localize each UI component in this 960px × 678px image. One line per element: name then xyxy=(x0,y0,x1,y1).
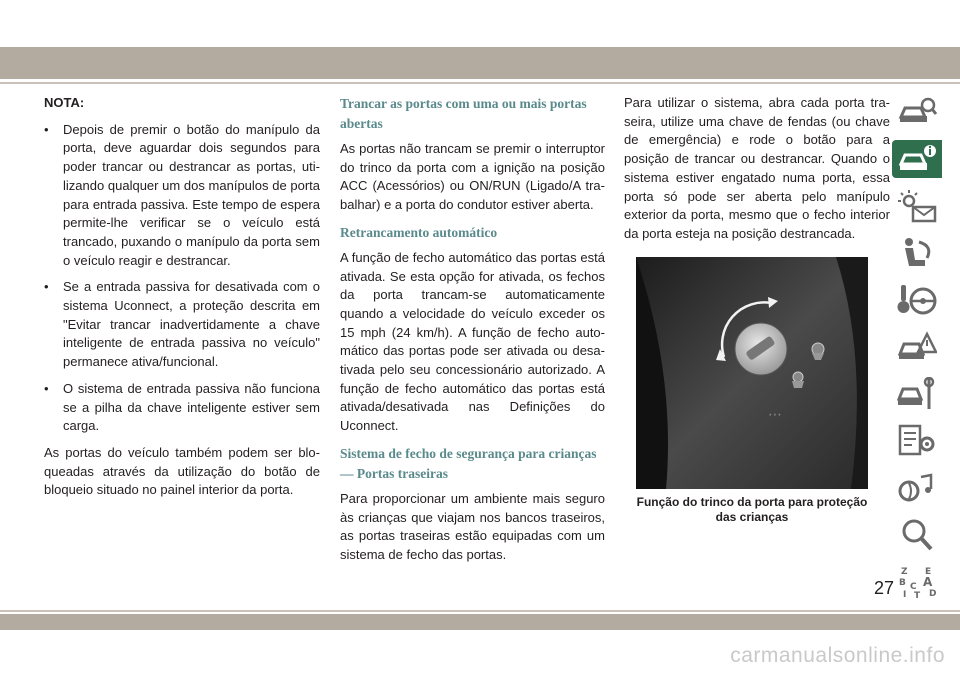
warning-light-envelope-icon xyxy=(897,189,937,223)
tab-starting-operating[interactable] xyxy=(892,281,942,319)
note-label: NOTA: xyxy=(44,95,85,110)
multimedia-icon xyxy=(897,471,937,505)
index-letter: D xyxy=(929,589,937,599)
car-wrench-icon xyxy=(897,377,937,411)
index-letter: I xyxy=(903,590,907,599)
tab-index[interactable] xyxy=(892,563,942,601)
tab-servicing-maintenance[interactable] xyxy=(892,375,942,413)
tab-customer-assistance[interactable] xyxy=(892,516,942,554)
svg-text:⋯: ⋯ xyxy=(768,406,782,423)
tab-instrument-panel[interactable] xyxy=(892,187,942,225)
chapter-sidebar xyxy=(892,93,942,610)
bullet-text: Se a entrada passiva for desativada com o sistema Uconnect, a proteção descrita em "Evitar trancar inadvertidamente a chave inteligente de entrada passiva no veículo" permanece ativa/funcional. xyxy=(63,279,320,370)
tab-safety[interactable] xyxy=(892,234,942,272)
tab-technical-specifications[interactable] xyxy=(892,422,942,460)
steering-wheel-key-icon xyxy=(897,283,937,317)
index-letter: B xyxy=(899,578,906,588)
index-letters-icon xyxy=(897,565,937,599)
index-letter: A xyxy=(923,575,933,589)
tab-getting-to-know-vehicle[interactable] xyxy=(892,140,942,178)
index-letter: T xyxy=(914,591,921,599)
index-letter: C xyxy=(910,582,917,592)
car-hazard-icon xyxy=(897,330,937,364)
body-paragraph: Para proporcionar um ambiente mais seguro às crianças que viajam nos bancos traseiros, as portas traseiras estão equipadas com um sistema de fecho das portas. xyxy=(340,490,605,562)
body-paragraph: Para utilizar o sistema, abra cada porta tra-seira, utilize uma chave de fendas (ou chave de emergência) e rode o botão para a posição de trancar ou destrancar. Quando o sistema estiver engatado numa porta, essa porta só pode ser aberta pelo manípulo exterior da porta, mesmo que o fecho interior da porta esteja na posição destrancada. xyxy=(624,95,890,241)
bullet-text: O sistema de entrada passiva não funciona se a pilha da chave inteligente estiver sem carga. xyxy=(63,380,320,434)
bullet-marker: • xyxy=(44,279,49,295)
note-bullet xyxy=(44,380,320,436)
right-column xyxy=(624,94,890,525)
index-letter: Z xyxy=(901,567,908,577)
footer-rule xyxy=(0,610,960,612)
car-info-icon xyxy=(897,142,937,176)
header-rule xyxy=(0,82,960,84)
body-paragraph: As portas não trancam se premir o interruptor do trinco da porta com a ignição na posição ACC (Acessórios) ou ON/RUN (Ligado/A tra-balhar) e a porta do condutor estiver aberta. xyxy=(340,141,605,213)
middle-column xyxy=(340,94,605,573)
bullet-text: Depois de premir o botão do manípulo da porta, deve aguardar dois segundos para poder trancar ou destrancar as portas, uti-lizando qualquer um dos manípulos de porta para entrada passiva. Este tempo de espera permite-lhe verificar se o veículo está trancado, puxando o manípulo da porta sem o veículo reagir e destrancar. xyxy=(63,121,320,268)
note-bullet xyxy=(44,278,320,372)
car-magnifier-icon xyxy=(897,95,937,129)
spec-list-gear-icon xyxy=(897,424,937,458)
tab-emergency[interactable] xyxy=(892,328,942,366)
left-column xyxy=(44,94,320,508)
page-number: 27 xyxy=(873,578,894,598)
section-heading: Sistema de fecho de segurança para crianças — Portas traseiras xyxy=(340,445,597,481)
seat-airbag-icon xyxy=(897,236,937,270)
section-heading: Trancar as portas com uma ou mais portas abertas xyxy=(340,96,587,131)
footer-band xyxy=(0,614,960,630)
tab-multimedia[interactable] xyxy=(892,469,942,507)
section-heading: Retrancamento automático xyxy=(340,224,498,240)
body-paragraph: As portas do veículo também podem ser blo-queadas através da utilização do botão de bloqueio situado no painel interior da porta. xyxy=(44,444,320,498)
header-band xyxy=(0,47,960,79)
watermark: carmanualsonline.info xyxy=(730,644,945,667)
child-lock-photo xyxy=(636,257,868,489)
bullet-marker: • xyxy=(44,380,49,396)
bullet-marker: • xyxy=(44,121,49,137)
note-bullet xyxy=(44,121,320,271)
search-icon xyxy=(897,518,937,552)
tab-getting-to-know[interactable] xyxy=(892,93,942,131)
figure-caption: Função do trinco da porta para proteção das crianças xyxy=(636,494,868,524)
index-letter: E xyxy=(925,567,932,577)
body-paragraph: A função de fecho automático das portas está ativada. Se esta opção for ativada, os fechos da porta trancam-se automaticamente quando a velocidade do veículo exceder os 15 mph (24 km/h). A função de fecho auto-mático das portas pode ser ativada ou desa-tivada pelo seu concessionário autorizado. A função de fecho automático das portas está ativada/desativada nas Definições do Uconnect. xyxy=(340,249,605,434)
child-lock-illustration xyxy=(636,257,868,489)
